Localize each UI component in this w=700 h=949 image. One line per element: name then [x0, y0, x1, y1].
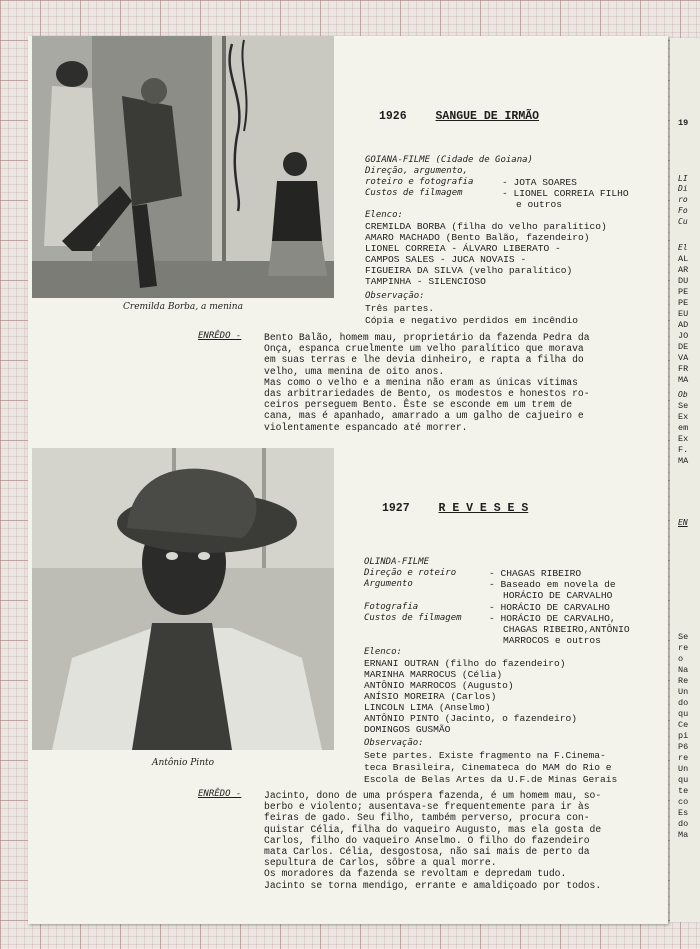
- film-name-1: SANGUE DE IRMÃO: [435, 110, 540, 123]
- credit-role: Custos de filmagem: [364, 613, 462, 623]
- fragment-text: Cu: [678, 217, 688, 226]
- fragment-text: AR: [678, 265, 689, 275]
- plot-line: cana, mas é apanhado, amarrado a um galho de cajueiro e: [264, 410, 584, 422]
- cast-member: LINCOLN LIMA (Anselmo): [364, 702, 491, 713]
- fragment-text: do: [678, 819, 689, 829]
- cast-member: TAMPINHA - SILENCIOSO: [365, 276, 486, 287]
- obs-label-2: Observação:: [364, 738, 424, 748]
- fragment-text: VA: [678, 353, 689, 363]
- fragment-text: ro: [678, 195, 688, 204]
- credit-value: - Baseado em novela de: [489, 579, 616, 590]
- fragment-text: qu: [678, 775, 689, 785]
- studio-2: OLINDA-FILME: [364, 557, 430, 567]
- fragment-text: Ob: [678, 390, 688, 399]
- fragment-text: EU: [678, 309, 689, 319]
- photo-caption-1: Cremilda Borba, a menina: [123, 302, 243, 312]
- plot-text-2: [264, 790, 601, 891]
- fragment-text: AL: [678, 254, 689, 264]
- fragment-text: AD: [678, 320, 689, 330]
- cast-member: AMARO MACHADO (Bento Balão, fazendeiro): [365, 232, 590, 243]
- credit-role: Custos de filmagem: [365, 188, 463, 198]
- film-still-photo-1: [32, 36, 334, 298]
- cast-member: FIGUEIRA DA SILVA (velho paralítico): [365, 265, 573, 276]
- fragment-text: PE: [678, 287, 689, 297]
- film-title-2: [382, 502, 528, 515]
- plot-line: berbo e violento; ausentava-se frequentemente para ir às: [264, 801, 590, 813]
- fragment-text: Un: [678, 687, 689, 697]
- plot-line: Onça, espanca cruelmente um velho paralítico que morava: [264, 343, 584, 355]
- fragment-text: co: [678, 797, 689, 807]
- fragment-text: re: [678, 643, 689, 653]
- fragment-text: Un: [678, 764, 689, 774]
- credit-value: - HORÁCIO DE CARVALHO: [489, 602, 610, 613]
- fragment-text: MA: [678, 375, 689, 385]
- plot-line: feiras de gado. Seu filho, também perverso, procura con-: [264, 812, 590, 824]
- plot-line: ceiros perseguem Bento. Êste se esconde em um trem de: [264, 399, 573, 411]
- fragment-text: em: [678, 423, 689, 433]
- plot-line: quistar Célia, filha do vaqueiro Augusto, mas ela gosta de: [264, 823, 602, 835]
- credit-role: Direção e roteiro: [364, 568, 457, 578]
- credit-value: HORÁCIO DE CARVALHO: [503, 590, 613, 601]
- fragment-text: qu: [678, 709, 689, 719]
- fragment-text: LI: [678, 174, 688, 183]
- facing-page-edge: [670, 38, 700, 922]
- fragment-text: Na: [678, 665, 689, 675]
- cast-member: LIONEL CORREIA - ÁLVARO LIBERATO -: [365, 243, 561, 254]
- credit-role: Fotografia: [364, 602, 419, 612]
- plot-label-1: ENRÊDO -: [198, 331, 242, 341]
- cast-member: ANTÔNIO MARROCOS (Augusto): [364, 680, 514, 691]
- plot-label-2: ENRÊDO -: [198, 789, 242, 799]
- film-still-image-2: [32, 448, 334, 750]
- plot-line: Carlos, filho do vaqueiro Anselmo. O filho do fazendeiro: [264, 834, 590, 846]
- credit-role: Argumento: [364, 579, 413, 589]
- film-title-1: [379, 110, 539, 123]
- obs-line: Escola de Belas Artes da U.F.de Minas Gerais: [364, 774, 618, 785]
- film-year-1: 1926: [379, 110, 407, 123]
- document-page: [28, 36, 668, 924]
- plot-line: sepultura de Carlos, sôbre a qual morre.: [264, 857, 497, 869]
- cast-member: DOMINGOS GUSMÃO: [364, 724, 451, 735]
- fragment-text: DE: [678, 342, 689, 352]
- fragment-text: te: [678, 786, 689, 796]
- film-still-photo-2: [32, 448, 334, 750]
- plot-line: violentamente espancado até morrer.: [264, 421, 468, 433]
- photo-caption-2: Antônio Pinto: [151, 758, 215, 768]
- plot-line: mata Carlos. Célia, desgostosa, não sai mais de perto da: [264, 846, 590, 858]
- fragment-text: 19: [678, 118, 689, 128]
- obs-label-1: Observação:: [365, 291, 425, 301]
- fragment-text: MA: [678, 456, 689, 466]
- fragment-text: Fo: [678, 206, 688, 215]
- fragment-text: DU: [678, 276, 689, 286]
- credit-value: - HORÁCIO DE CARVALHO,: [489, 613, 616, 624]
- fragment-text: Ex: [678, 412, 689, 422]
- credit-role: Direção, argumento,: [365, 166, 468, 176]
- fragment-text: El: [678, 243, 688, 252]
- obs-line: teca Brasileira, Cinemateca do MAM do Rio e: [364, 762, 612, 773]
- fragment-text: FR: [678, 364, 689, 374]
- fragment-text: EN: [678, 518, 688, 527]
- plot-text-1: [264, 332, 590, 433]
- plot-line: em suas terras e lhe devia dinheiro, e rapta a filha do: [264, 354, 584, 366]
- cast-member: ANÍSIO MOREIRA (Carlos): [364, 691, 497, 702]
- fragment-text: Di: [678, 184, 688, 193]
- film-year-2: 1927: [382, 502, 410, 515]
- fragment-text: Es: [678, 808, 689, 818]
- fragment-text: Se: [678, 401, 689, 411]
- credit-role: roteiro e fotografia: [365, 177, 474, 187]
- fragment-text: re: [678, 753, 689, 763]
- plot-line: Jacinto se torna mendigo, errante e amaldiçoado por todos.: [264, 879, 602, 891]
- plot-line: velho, uma menina de oito anos.: [264, 365, 445, 377]
- cast-member: CAMPOS SALES - JUCA NOVAIS -: [365, 254, 527, 265]
- credit-value: MARROCOS e outros: [503, 635, 601, 646]
- fragment-text: PE: [678, 298, 689, 308]
- obs-line: Cópia e negativo perdidos em incêndio: [365, 315, 579, 326]
- fragment-text: Ma: [678, 830, 689, 840]
- cast-member: ERNANI OUTRAN (filho do fazendeiro): [364, 658, 566, 669]
- obs-line: Sete partes. Existe fragmento na F.Cinema-: [364, 750, 606, 761]
- obs-line: Três partes.: [365, 303, 435, 314]
- plot-line: Mas como o velho e a menina não eram as únicas vítimas: [264, 376, 578, 388]
- fragment-text: Se: [678, 632, 689, 642]
- fragment-text: do: [678, 698, 689, 708]
- cast-member: MARINHA MARROCUS (Célia): [364, 669, 503, 680]
- credit-value: - JOTA SOARES: [502, 177, 577, 188]
- credit-value: - CHAGAS RIBEIRO: [489, 568, 582, 579]
- plot-line: Os moradores da fazenda se revoltam e depredam tudo.: [264, 868, 567, 880]
- plot-line: Jacinto, dono de uma próspera fazenda, é um homem mau, so-: [264, 790, 602, 801]
- fragment-text: F.: [678, 445, 689, 455]
- credit-value: - LIONEL CORREIA FILHO: [502, 188, 629, 199]
- film-name-2: R E V E S E S: [438, 502, 529, 515]
- credit-value: e outros: [516, 199, 563, 210]
- credit-value: CHAGAS RIBEIRO,ANTÔNIO: [503, 624, 630, 635]
- cast-member: ANTÔNIO PINTO (Jacinto, o fazendeiro): [364, 713, 578, 724]
- fragment-text: JO: [678, 331, 689, 341]
- cast-label-1: Elenco:: [365, 210, 403, 220]
- studio-1: GOIANA-FILME (Cidade de Goiana): [365, 155, 533, 165]
- plot-line: das arbitrariedades de Bento, os modestos e honestos ro-: [264, 388, 590, 400]
- plot-line: Bento Balão, homem mau, proprietário da fazenda Pedra da: [264, 332, 590, 343]
- fragment-text: Ce: [678, 720, 689, 730]
- cast-member: CREMILDA BORBA (filha do velho paralítico): [365, 221, 607, 232]
- cast-label-2: Elenco:: [364, 647, 402, 657]
- fragment-text: Re: [678, 676, 689, 686]
- film-still-image-1: [32, 36, 334, 298]
- fragment-text: pi: [678, 731, 689, 741]
- fragment-text: P6: [678, 742, 689, 752]
- fragment-text: Ex: [678, 434, 689, 444]
- fragment-text: o: [678, 654, 684, 664]
